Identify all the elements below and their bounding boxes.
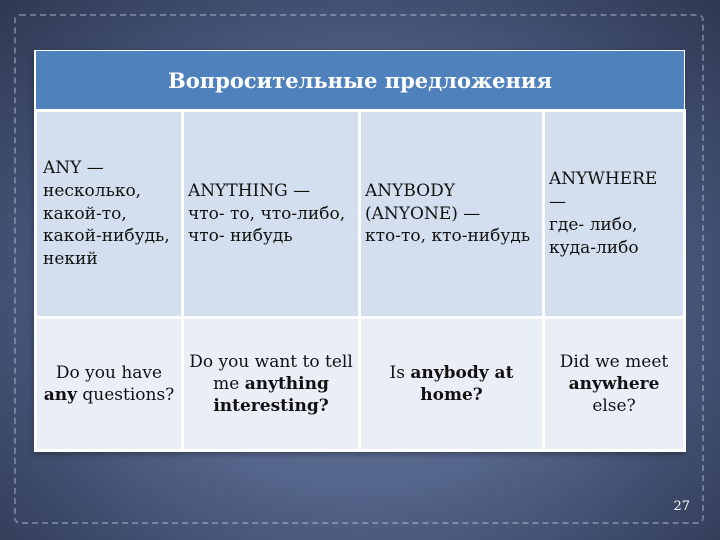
examples-row xyxy=(36,318,685,451)
example-cell-anywhere xyxy=(544,318,685,451)
grammar-table xyxy=(34,50,683,452)
definition-meaning: где- либо, куда-либо xyxy=(549,215,639,258)
example-cell-any xyxy=(36,318,183,451)
example-keyword: anything xyxy=(244,373,329,394)
example-text-after: else? xyxy=(592,396,636,417)
grammar-table-grid xyxy=(34,50,686,452)
example-text-after: at home? xyxy=(420,362,514,405)
definition-meaning: несколько, какой-то, какой-нибудь, некий xyxy=(43,180,170,270)
definition-term: ANYTHING — xyxy=(188,180,311,201)
definition-cell-anybody xyxy=(360,111,544,318)
example-text-before: Do you have xyxy=(55,362,163,383)
page-number: 27 xyxy=(673,499,690,514)
example-text-before: Did we meet xyxy=(559,351,669,372)
example-text-before: Is xyxy=(389,362,411,383)
example-cell-anything xyxy=(183,318,360,451)
example-text-after: interesting? xyxy=(213,396,329,417)
definition-cell-anywhere xyxy=(544,111,685,318)
definition-term: ANY — xyxy=(43,157,104,178)
example-keyword: any xyxy=(43,385,77,405)
definition-meaning: кто-то, кто-нибудь xyxy=(365,226,531,247)
example-text-after: questions? xyxy=(76,385,175,405)
definition-cell-any xyxy=(36,111,183,318)
example-cell-anybody xyxy=(360,318,544,451)
definition-term: ANYWHERE — xyxy=(549,169,658,213)
example-text-before: Do you want to tell me xyxy=(189,351,353,394)
table-title: Вопросительные предложения xyxy=(36,51,685,111)
definition-term: ANYBODY (ANYONE) — xyxy=(365,180,481,224)
definition-meaning: что- то, что-либо, что- нибудь xyxy=(188,203,346,247)
table-header-row xyxy=(36,51,685,111)
example-keyword: anybody xyxy=(410,362,489,383)
definition-cell-anything xyxy=(183,111,360,318)
example-keyword: anywhere xyxy=(568,373,660,394)
definitions-row xyxy=(36,111,685,318)
